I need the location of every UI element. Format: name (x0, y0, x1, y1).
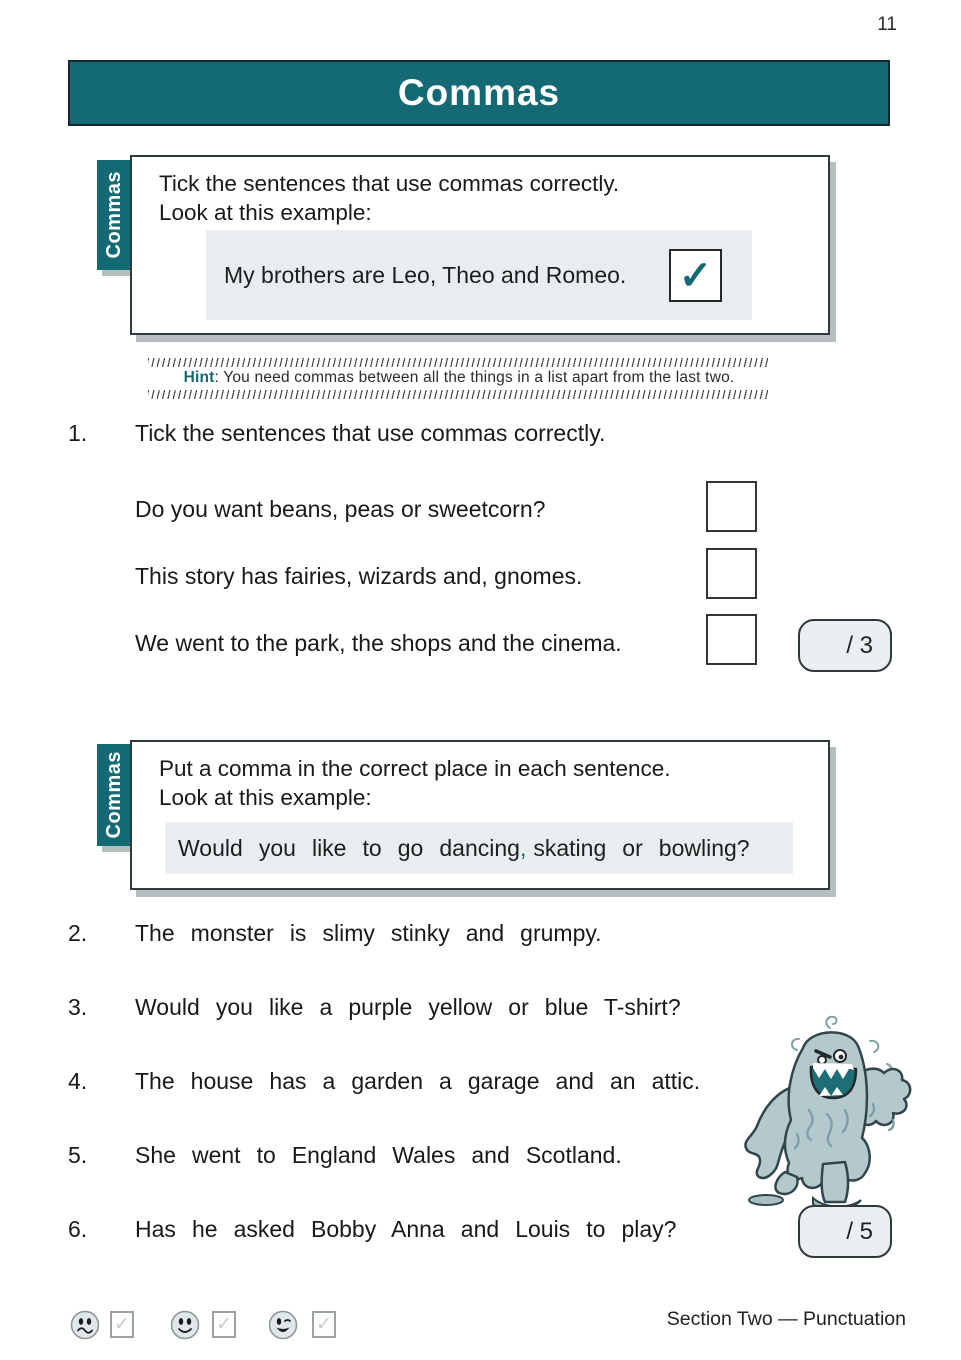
question-number: 2. (68, 920, 88, 946)
example-after-comma: skating or bowling? (533, 834, 750, 861)
q1-checkbox-1[interactable] (706, 481, 757, 532)
faint-tick-icon: ✓ (216, 1314, 232, 1335)
hint-text-row (148, 367, 770, 390)
faint-tick-icon: ✓ (316, 1314, 332, 1335)
q1-checkbox-2[interactable] (706, 548, 757, 599)
page-number: 11 (877, 14, 897, 35)
hint-label: Hint (183, 369, 215, 386)
happy-face-icon (268, 1310, 298, 1340)
faint-tick-icon: ✓ (114, 1314, 130, 1335)
sad-face-icon (70, 1310, 100, 1340)
question-text: Has he asked Bobby Anna and Louis to play? (135, 1216, 677, 1242)
instruction-line-2: Look at this example: (159, 200, 372, 225)
question-text: Would you like a purple yellow or blue T-shirt? (135, 994, 681, 1020)
hatch-line-bottom (148, 390, 770, 399)
question-number: 6. (68, 1216, 88, 1242)
self-assess-checkbox-sad[interactable] (110, 1311, 134, 1338)
score-badge-q1 (798, 619, 892, 672)
example-sentence: My brothers are Leo, Theo and Romeo. (224, 261, 627, 288)
q1-sentence-2: This story has fairies, wizards and, gnomes. (135, 563, 583, 589)
hatch-line-top (148, 358, 770, 367)
example-checkbox (669, 249, 722, 302)
instruction-line-1: Tick the sentences that use commas correctly. (159, 171, 620, 196)
question-text: The monster is slimy stinky and grumpy. (135, 920, 602, 946)
example-before-comma: Would you like to go dancing (178, 834, 520, 861)
score-value: / 3 (846, 631, 873, 659)
question-5 (68, 1142, 622, 1169)
section-tab-commas-2 (97, 744, 131, 846)
score-value: / 5 (846, 1217, 873, 1245)
page-title-banner (68, 60, 890, 126)
question-number: 4. (68, 1068, 88, 1094)
q1-checkbox-3[interactable] (706, 614, 757, 665)
section-footer: Section Two — Punctuation (666, 1308, 906, 1330)
question-text: The house has a garden a garage and an attic. (135, 1068, 701, 1094)
question-number: 1. (68, 420, 88, 446)
hint-text: : You need commas between all the things in a list apart from the last two. (214, 369, 735, 386)
example-sentence-box (165, 822, 793, 874)
neutral-face-icon (170, 1310, 200, 1340)
section-tab-label: Commas (102, 171, 125, 259)
question-2 (68, 920, 602, 947)
q1-sentence-3: We went to the park, the shops and the cinema. (135, 630, 622, 656)
question-6 (68, 1216, 676, 1243)
instruction-box-2 (130, 740, 830, 890)
question-3 (68, 994, 681, 1021)
question-number: 3. (68, 994, 88, 1020)
inserted-comma: , (519, 834, 527, 861)
self-assess-checkbox-ok[interactable] (212, 1311, 236, 1338)
instruction-line-2: Look at this example: (159, 785, 372, 810)
self-assess-checkbox-happy[interactable] (312, 1311, 336, 1338)
hint-banner (148, 358, 770, 399)
question-number: 5. (68, 1142, 88, 1168)
question-text: She went to England Wales and Scotland. (135, 1142, 622, 1168)
section-tab-commas-1 (97, 160, 131, 270)
instruction-box-1 (130, 155, 830, 335)
slime-monster-illustration (733, 1012, 925, 1210)
question-text: Tick the sentences that use commas correctly. (135, 420, 606, 446)
q1-sentence-1: Do you want beans, peas or sweetcorn? (135, 496, 546, 522)
question-1 (68, 420, 605, 447)
section-tab-label: Commas (102, 751, 125, 839)
tick-icon: ✓ (678, 253, 713, 298)
instruction-line-1: Put a comma in the correct place in each sentence. (159, 756, 671, 781)
page-title: Commas (397, 72, 561, 113)
question-4 (68, 1068, 700, 1095)
score-badge-q6 (798, 1205, 892, 1258)
